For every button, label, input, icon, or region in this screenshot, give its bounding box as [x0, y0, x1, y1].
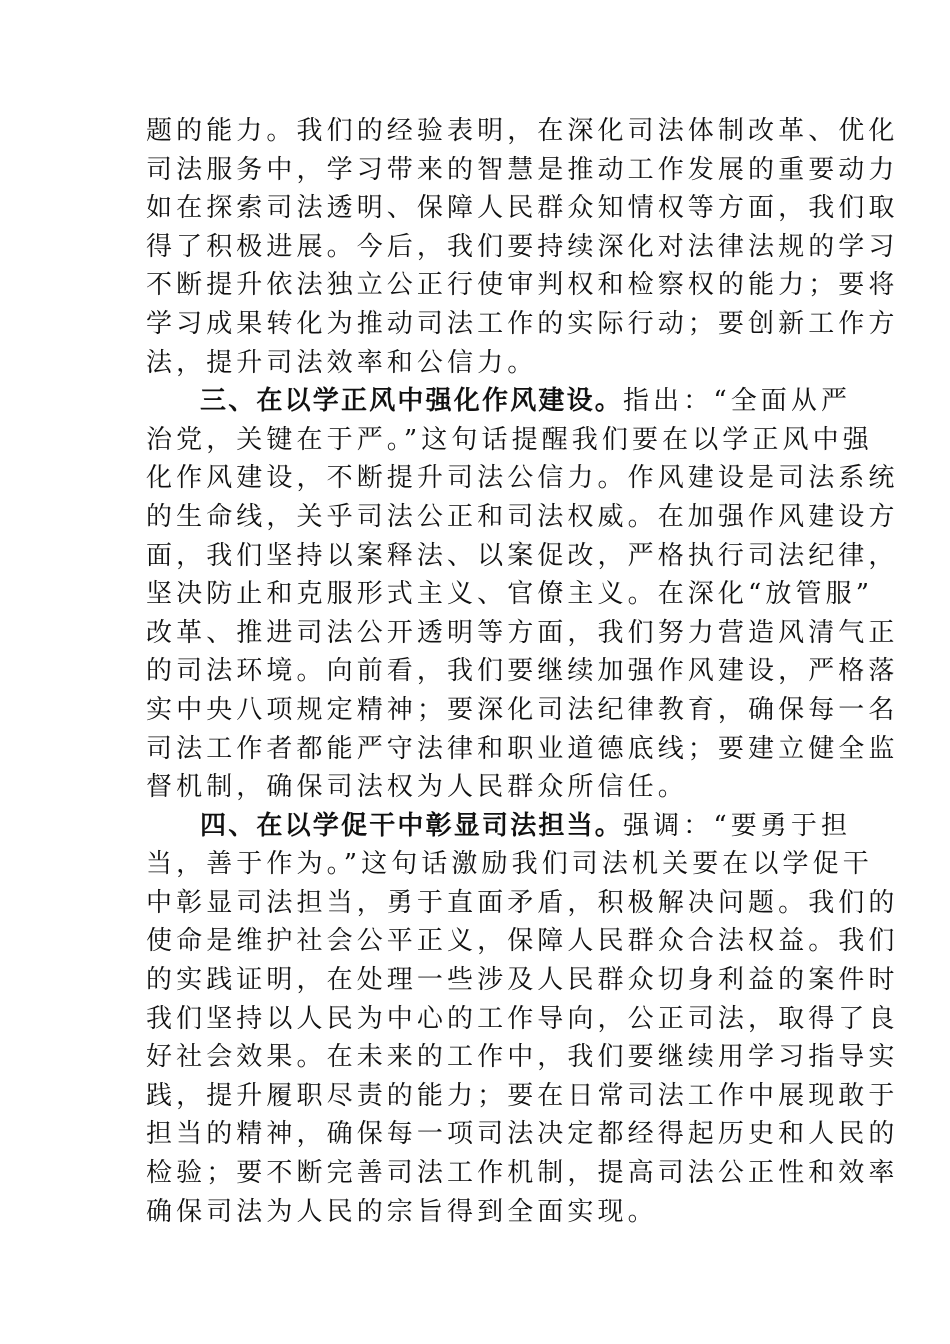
text-line: 担当的精神，确保每一项司法决定都经得起历史和人民的 [146, 1119, 899, 1150]
text-run: 指出：“全面从严 [623, 386, 852, 417]
text-line: 中彰显司法担当，勇于直面矛盾，积极解决问题。我们的 [146, 887, 899, 918]
text-line: 坚决防止和克服形式主义、官僚主义。在深化“放管服” [146, 579, 874, 610]
text-line: 化作风建设，不断提升司法公信力。作风建设是司法系统 [146, 463, 899, 494]
text-line: 当，善于作为。”这句话激励我们司法机关要在以学促干 [146, 849, 873, 880]
section-four-first-line [146, 807, 852, 846]
text-run: 强调：“要勇于担 [623, 810, 852, 841]
body-text [146, 112, 899, 1231]
text-line: 司法工作者都能严守法律和职业道德底线；要建立健全监 [146, 733, 899, 764]
text-line: 法，提升司法效率和公信力。 [146, 347, 538, 378]
text-line: 践，提升履职尽责的能力；要在日常司法工作中展现敢于 [146, 1080, 899, 1111]
text-line: 检验；要不断完善司法工作机制，提高司法公正性和效率 [146, 1158, 899, 1189]
text-line: 题的能力。我们的经验表明，在深化司法体制改革、优化 [146, 116, 899, 146]
section-heading-four: 四、在以学促干中彰显司法担当。 [200, 810, 624, 841]
text-line: 督机制，确保司法权为人民群众所信任。 [146, 772, 688, 803]
text-line: 面，我们坚持以案释法、以案促改，严格执行司法纪律， [146, 540, 899, 571]
text-line: 如在探索司法透明、保障人民群众知情权等方面，我们取 [146, 193, 899, 224]
text-line: 学习成果转化为推动司法工作的实际行动；要创新工作方 [146, 308, 899, 339]
text-line: 改革、推进司法公开透明等方面，我们努力营造风清气正 [146, 617, 899, 648]
section-three-first-line [146, 382, 852, 421]
text-line: 使命是维护社会公平正义，保障人民群众合法权益。我们 [146, 926, 899, 957]
text-line: 的生命线，关乎司法公正和司法权威。在加强作风建设方 [146, 501, 899, 532]
text-line: 好社会效果。在未来的工作中，我们要继续用学习指导实 [146, 1042, 899, 1073]
text-line: 得了积极进展。今后，我们要持续深化对法律法规的学习 [146, 231, 899, 262]
text-line: 我们坚持以人民为中心的工作导向，公正司法，取得了良 [146, 1003, 899, 1034]
text-line: 的实践证明，在处理一些涉及人民群众切身利益的案件时 [146, 965, 899, 996]
text-line: 不断提升依法独立公正行使审判权和检察权的能力；要将 [146, 270, 899, 301]
text-line: 司法服务中，学习带来的智慧是推动工作发展的重要动力 [146, 154, 899, 185]
text-line: 的司法环境。向前看，我们要继续加强作风建设，严格落 [146, 656, 899, 687]
section-heading-three: 三、在以学正风中强化作风建设。 [200, 386, 624, 417]
text-line: 确保司法为人民的宗旨得到全面实现。 [146, 1196, 658, 1227]
text-line: 治党，关键在于严。”这句话提醒我们要在以学正风中强 [146, 424, 873, 455]
text-line: 实中央八项规定精神；要深化司法纪律教育，确保每一名 [146, 694, 899, 725]
